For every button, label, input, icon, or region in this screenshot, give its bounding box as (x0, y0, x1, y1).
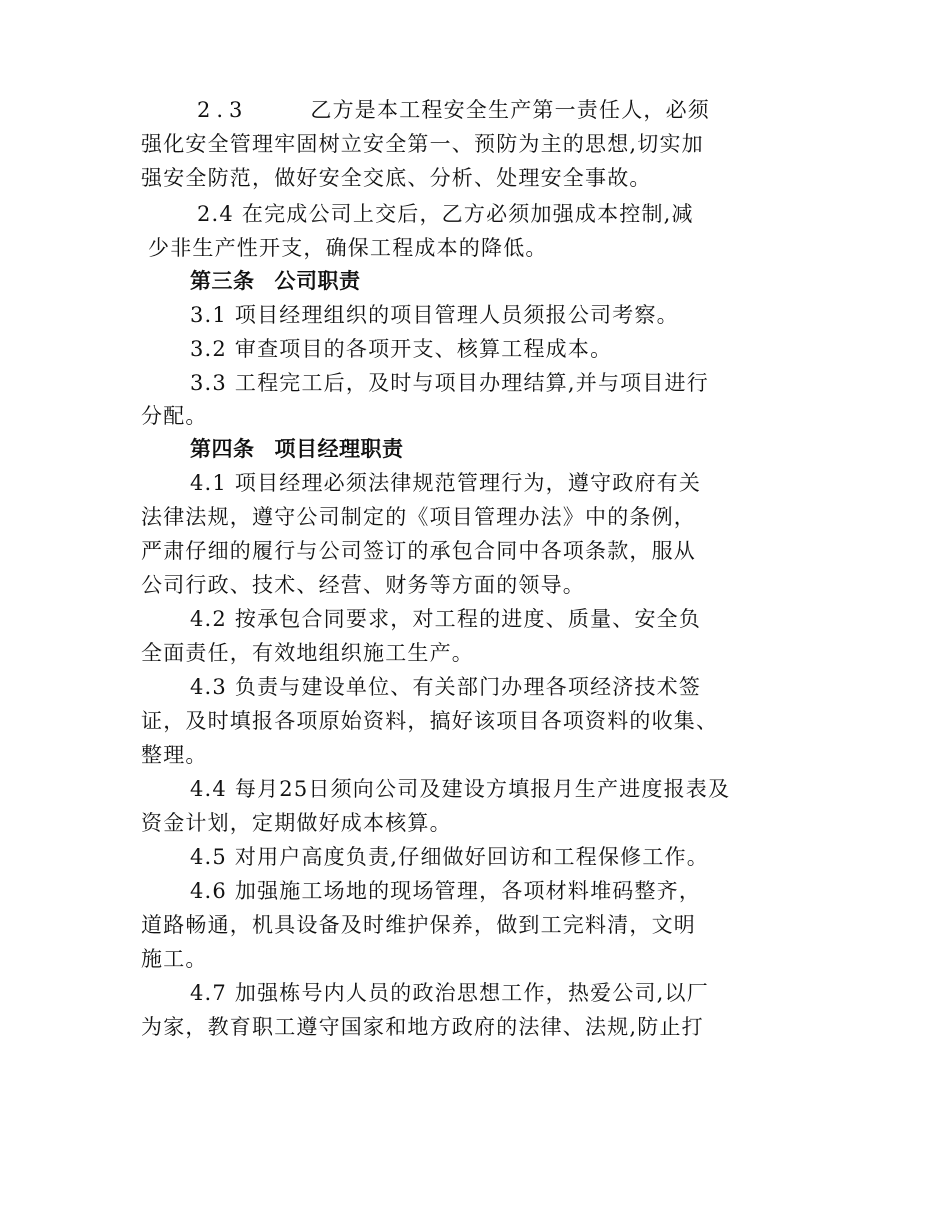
clause-4-7-line-2: 为家，教育职工遵守国家和地方政府的法律、法规,防止打 (141, 1015, 704, 1039)
clause-4-2-line-1: 4.2 按承包合同要求，对工程的进度、质量、安全负 (190, 607, 702, 631)
article-4-heading (190, 435, 404, 463)
clause-4-3-line-1: 4.3 负责与建设单位、有关部门办理各项经济技术签 (190, 675, 702, 699)
clause-3-3-line-1: 3.3 工程完工后，及时与项目办理结算,并与项目进行 (190, 371, 709, 395)
clause-2-3-line-2: 强化安全管理牢固树立安全第一、预防为主的思想,切实加 (141, 132, 704, 156)
clause-2-3-line-3: 强安全防范，做好安全交底、分析、处理安全事故。 (141, 166, 652, 190)
clause-4-5: 4.5 对用户高度负责,仔细做好回访和工程保修工作。 (190, 845, 709, 869)
clause-4-3-line-3: 整理。 (141, 743, 208, 767)
clause-4-7-line-1: 4.7 加强栋号内人员的政治思想工作，热爱公司,以厂 (190, 981, 709, 1005)
clause-2-3-line-1 (197, 96, 710, 124)
clause-4-1-line-1: 4.1 项目经理必须法律规范管理行为，遵守政府有关 (190, 471, 702, 495)
clause-2-3-text: 乙方是本工程安全生产第一责任人，必须 (310, 98, 711, 122)
article-3-heading (190, 267, 361, 295)
clause-2-4-line-2: 少非生产性开支，确保工程成本的降低。 (148, 236, 548, 260)
clause-3-3-line-2: 分配。 (141, 404, 208, 428)
clause-4-6-line-2: 道路畅通，机具设备及时维护保养，做到工完料清，文明 (141, 913, 696, 937)
article-3-number: 第三条 (190, 269, 255, 293)
article-4-number: 第四条 (190, 437, 255, 461)
article-4-title: 项目经理职责 (274, 437, 404, 461)
clause-2-4-line-1: 2.4 在完成公司上交后，乙方必须加强成本控制,减 (197, 202, 694, 226)
clause-4-1-line-2: 法律法规，遵守公司制定的《项目管理办法》中的条例， (141, 505, 696, 529)
clause-3-2: 3.2 审查项目的各项开支、核算工程成本。 (190, 337, 613, 361)
clause-4-4-line-2: 资金计划，定期做好成本核算。 (141, 811, 452, 835)
clause-2-3-number: 2.3 (197, 98, 249, 122)
clause-4-4-line-1: 4.4 每月25日须向公司及建设方填报月生产进度报表及 (190, 777, 731, 801)
clause-3-1: 3.1 项目经理组织的项目管理人员须报公司考察。 (190, 303, 679, 327)
clause-4-2-line-2: 全面责任，有效地组织施工生产。 (141, 641, 474, 665)
clause-4-3-line-2: 证，及时填报各项原始资料，搞好该项目各项资料的收集、 (141, 709, 719, 733)
clause-4-1-line-3: 严肃仔细的履行与公司签订的承包合同中各项条款，服从 (141, 539, 696, 563)
clause-4-1-line-4: 公司行政、技术、经营、财务等方面的领导。 (141, 573, 585, 597)
article-3-title: 公司职责 (274, 269, 361, 293)
clause-4-6-line-1: 4.6 加强施工场地的现场管理，各项材料堆码整齐， (190, 879, 702, 903)
clause-4-6-line-3: 施工。 (141, 947, 208, 971)
